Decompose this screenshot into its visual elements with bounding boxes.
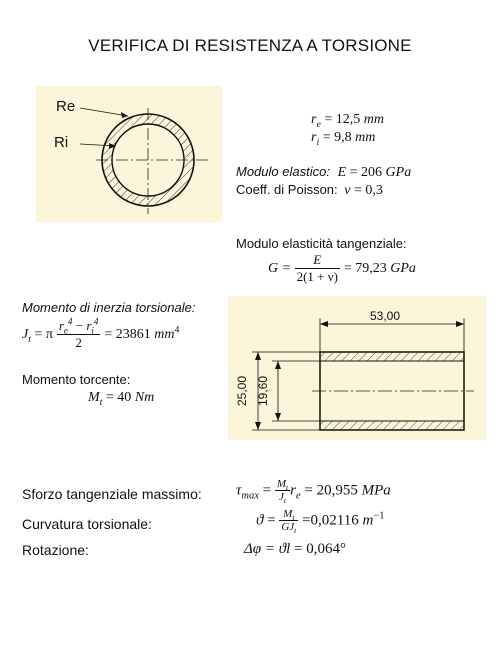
re-value: $r_e = 12,5$ mm bbox=[311, 112, 384, 130]
max-shear-label: Sforzo tangenziale massimo: bbox=[22, 486, 202, 502]
ri-value: $r_i = 9,8$ mm bbox=[311, 130, 376, 148]
re-label: Re bbox=[56, 98, 76, 115]
torque-value: $M_t = 40$ Nm bbox=[88, 390, 155, 408]
rotation-label: Rotazione: bbox=[22, 542, 89, 558]
shear-modulus-label: Modulo elasticità tangenziale: bbox=[236, 236, 407, 251]
length-dimension: 53,00 bbox=[370, 309, 401, 323]
shear-modulus-formula: G = $\frac{E}{2(1 + \nu)}$ = 79,23 GPa bbox=[268, 252, 416, 284]
modulus-line: Modulo elastico: E = 206 GPa bbox=[236, 164, 412, 180]
torsional-inertia-formula: $J_t = \pi$ $\frac{r_e^4 - r_i^4}{2}$ = 23861 $mm^4$ bbox=[22, 316, 180, 350]
torque-label: Momento torcente: bbox=[22, 372, 131, 387]
outer-diameter-dimension: 25,00 bbox=[235, 375, 250, 407]
max-shear-formula: $\tau_{max}$ = $\frac{M_t}{J_t}$ $r_e = 20,955$ MPa bbox=[236, 478, 391, 506]
torsional-curvature-formula: ϑ = $\frac{M_t}{GJ_t}$ =0,02116 $m^{-1}$ bbox=[256, 508, 385, 536]
inner-diameter-dimension: 19,60 bbox=[256, 375, 271, 407]
rotation-formula: Δφ = ϑl = 0,064° bbox=[244, 541, 346, 557]
ri-label: Ri bbox=[54, 134, 69, 151]
torsional-inertia-label: Momento di inerzia torsionale: bbox=[22, 300, 196, 315]
page-title: VERIFICA DI RESISTENZA A TORSIONE bbox=[88, 36, 412, 55]
poisson-line: Coeff. di Poisson: ν = 0,3 bbox=[236, 182, 383, 198]
cross-section-panel bbox=[36, 86, 222, 222]
torsional-curvature-label: Curvatura torsionale: bbox=[22, 516, 152, 532]
tube-drawing bbox=[228, 296, 486, 440]
tube-section-panel bbox=[228, 296, 486, 440]
